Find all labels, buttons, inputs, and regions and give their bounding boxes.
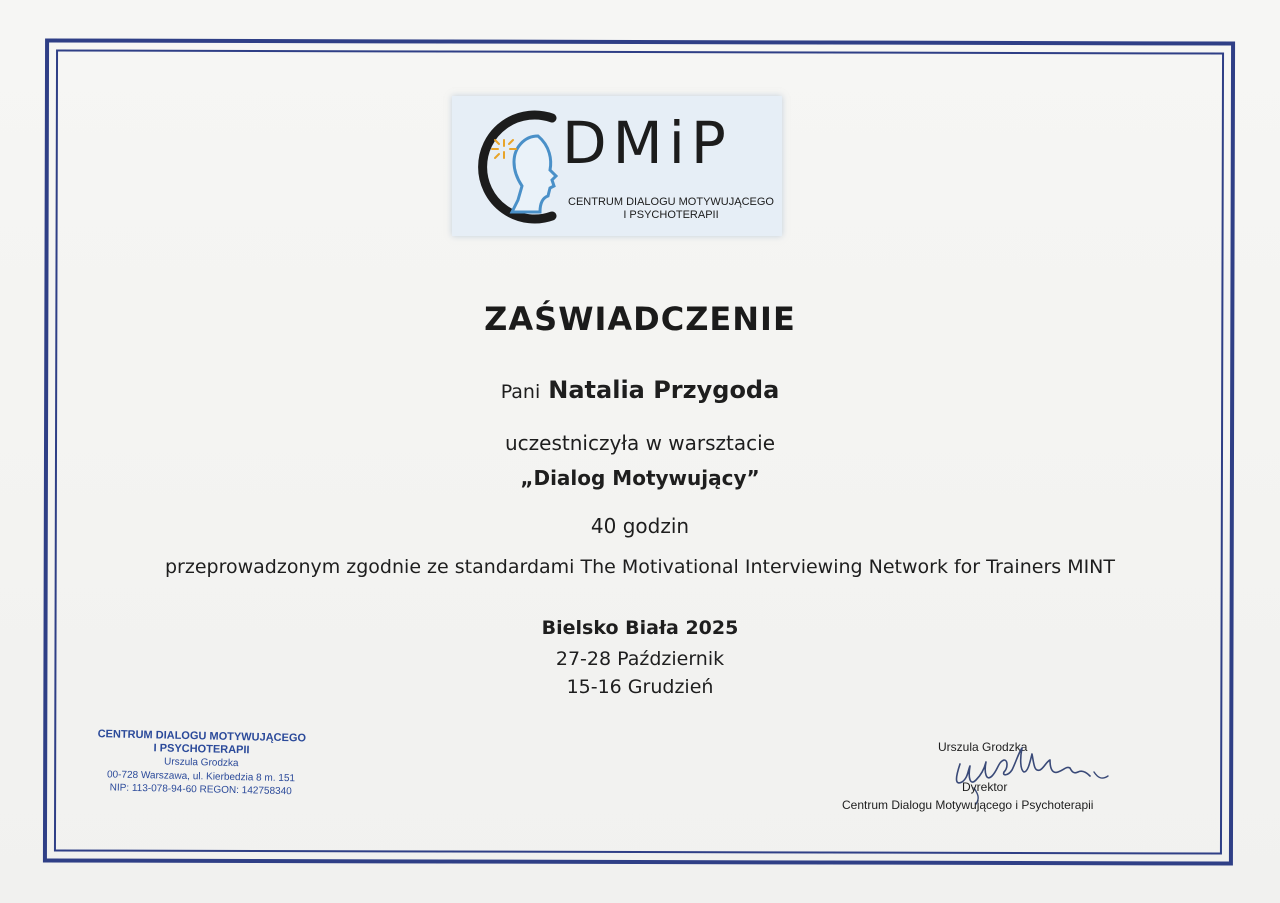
workshop-name: „Dialog Motywujący” <box>520 466 760 490</box>
certificate-title: ZAŚWIADCZENIE <box>484 300 796 338</box>
workshop-date-2: 15-16 Grudzień <box>566 676 714 698</box>
logo-name-line2: I PSYCHOTERAPII <box>623 208 719 221</box>
recipient-name: Natalia Przygoda <box>548 376 780 404</box>
stamp-org-line2: I PSYCHOTERAPII <box>153 742 250 757</box>
signatory-organization: Centrum Dialogu Motywującego i Psychoterapii <box>842 798 1094 812</box>
signatory-name: Urszula Grodzka <box>938 740 1028 754</box>
logo-name-line1: CENTRUM DIALOGU MOTYWUJĄCEGO <box>568 196 774 208</box>
organization-stamp <box>91 728 312 799</box>
logo-organization-name <box>564 196 778 221</box>
place-and-year: Bielsko Biała 2025 <box>541 617 739 639</box>
recipient-salutation: Pani <box>500 381 541 403</box>
recipient-line <box>0 376 1280 404</box>
workshop-date-1: 27-28 Październik <box>555 648 725 670</box>
stamp-person: Urszula Grodzka <box>163 756 239 770</box>
logo-acronym: DMiP <box>562 109 732 177</box>
cdmip-logo <box>452 96 782 236</box>
participation-text: uczestniczyła w warsztacie <box>504 431 776 455</box>
stamp-ids: NIP: 113-078-94-60 REGON: 142758340 <box>109 782 292 798</box>
stamp-address: 00-728 Warszawa, ul. Kierbedzia 8 m. 151 <box>106 769 296 785</box>
standard-statement: przeprowadzonym zgodnie ze standardami The Motivational Interviewing Network for Trainers MINT <box>164 556 1116 578</box>
stamp-org-line1: CENTRUM DIALOGU MOTYWUJĄCEGO <box>97 728 307 745</box>
signatory-role: Dyrektor <box>962 780 1008 794</box>
workshop-hours: 40 godzin <box>590 514 690 538</box>
